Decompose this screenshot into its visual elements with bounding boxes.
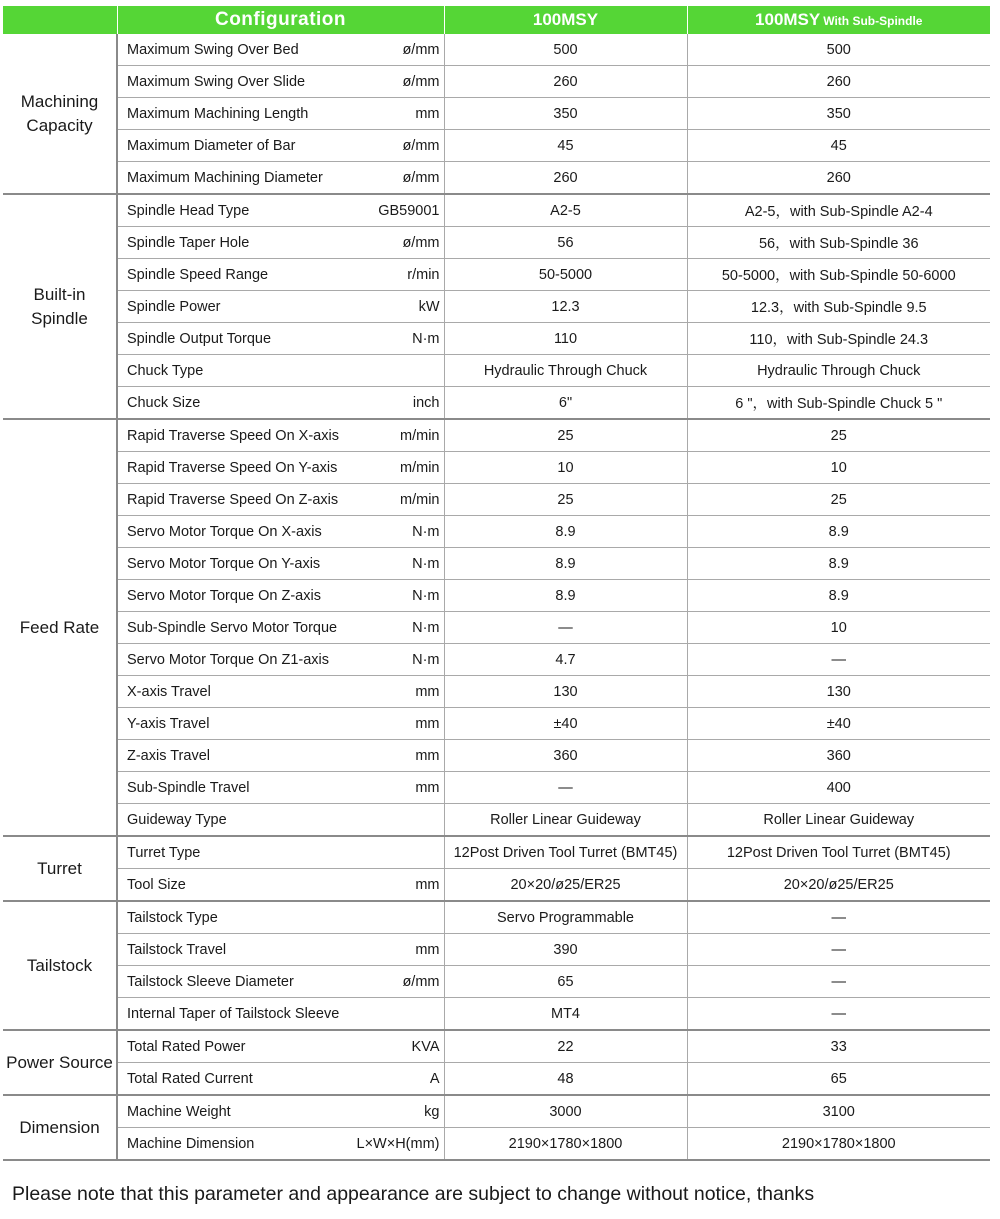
value-100msy-sub-spindle: A2-5，with Sub-Spindle A2-4 [687, 194, 990, 227]
parameter-cell [117, 548, 444, 580]
parameter-cell [117, 259, 444, 291]
parameter-unit: ø/mm [402, 973, 440, 990]
parameter-cell [117, 966, 444, 998]
spec-table [3, 6, 990, 1161]
parameter-name: Spindle Speed Range [127, 266, 269, 283]
table-row [3, 34, 990, 66]
value-100msy-sub-spindle: 260 [687, 162, 990, 195]
table-row [3, 484, 990, 516]
value-100msy-sub-spindle: 10 [687, 452, 990, 484]
value-100msy: 260 [444, 66, 687, 98]
model-2-label: 100MSY [755, 10, 821, 29]
parameter-name: Sub-Spindle Travel [127, 779, 250, 796]
value-100msy-sub-spindle: 350 [687, 98, 990, 130]
parameter-name: Tailstock Sleeve Diameter [127, 973, 294, 990]
header-row [3, 6, 990, 34]
value-100msy-sub-spindle: 6 "，with Sub-Spindle Chuck 5 " [687, 387, 990, 420]
parameter-unit: L×W×H(mm) [356, 1135, 440, 1152]
table-row [3, 130, 990, 162]
parameter-cell [117, 66, 444, 98]
table-row [3, 644, 990, 676]
value-100msy: Roller Linear Guideway [444, 804, 687, 837]
parameter-cell [117, 387, 444, 420]
parameter-unit: GB59001 [378, 202, 440, 219]
value-100msy: 260 [444, 162, 687, 195]
parameter-name: Rapid Traverse Speed On Z-axis [127, 491, 339, 508]
parameter-unit: inch [412, 394, 440, 411]
table-row [3, 1095, 990, 1128]
spec-body [3, 34, 990, 1160]
parameter-name: Servo Motor Torque On X-axis [127, 523, 322, 540]
parameter-cell [117, 644, 444, 676]
value-100msy: 130 [444, 676, 687, 708]
parameter-cell [117, 580, 444, 612]
parameter-unit: kW [418, 298, 440, 315]
parameter-cell [117, 836, 444, 869]
group-label: Built-in Spindle [3, 194, 117, 419]
value-100msy: 360 [444, 740, 687, 772]
table-row [3, 291, 990, 323]
value-100msy-sub-spindle: 3100 [687, 1095, 990, 1128]
parameter-cell [117, 676, 444, 708]
parameter-name: Maximum Machining Diameter [127, 169, 323, 186]
parameter-name: Servo Motor Torque On Z1-axis [127, 651, 330, 668]
parameter-unit: KVA [411, 1038, 440, 1055]
value-100msy: 50-5000 [444, 259, 687, 291]
parameter-cell [117, 98, 444, 130]
value-100msy: 6" [444, 387, 687, 420]
value-100msy: 350 [444, 98, 687, 130]
parameter-cell [117, 998, 444, 1031]
table-row [3, 323, 990, 355]
value-100msy-sub-spindle: 8.9 [687, 516, 990, 548]
value-100msy-sub-spindle: — [687, 998, 990, 1031]
value-100msy: 12.3 [444, 291, 687, 323]
value-100msy-sub-spindle: 360 [687, 740, 990, 772]
parameter-cell [117, 740, 444, 772]
parameter-name: Rapid Traverse Speed On Y-axis [127, 459, 338, 476]
table-row [3, 259, 990, 291]
value-100msy: 12Post Driven Tool Turret (BMT45) [444, 836, 687, 869]
value-100msy-sub-spindle: 260 [687, 66, 990, 98]
value-100msy-sub-spindle: — [687, 901, 990, 934]
value-100msy: 65 [444, 966, 687, 998]
table-row [3, 162, 990, 195]
parameter-name: X-axis Travel [127, 683, 211, 700]
parameter-name: Y-axis Travel [127, 715, 210, 732]
value-100msy: 500 [444, 34, 687, 66]
value-100msy: 25 [444, 419, 687, 452]
parameter-cell [117, 612, 444, 644]
value-100msy: 10 [444, 452, 687, 484]
table-row [3, 1063, 990, 1096]
value-100msy-sub-spindle: 25 [687, 419, 990, 452]
parameter-cell [117, 419, 444, 452]
value-100msy: 110 [444, 323, 687, 355]
value-100msy-sub-spindle: 400 [687, 772, 990, 804]
value-100msy: 8.9 [444, 516, 687, 548]
table-row [3, 836, 990, 869]
parameter-unit: m/min [400, 491, 440, 508]
parameter-cell [117, 323, 444, 355]
parameter-unit: mm [415, 941, 440, 958]
group-label: Power Source [3, 1030, 117, 1095]
parameter-unit: kg [424, 1103, 440, 1120]
parameter-cell [117, 804, 444, 837]
parameter-name: Sub-Spindle Servo Motor Torque [127, 619, 338, 636]
value-100msy: 8.9 [444, 580, 687, 612]
value-100msy-sub-spindle: 130 [687, 676, 990, 708]
parameter-name: Z-axis Travel [127, 747, 210, 764]
parameter-unit: N·m [412, 523, 440, 540]
value-100msy: — [444, 772, 687, 804]
header-configuration: Configuration [117, 6, 444, 34]
parameter-name: Machine Dimension [127, 1135, 255, 1152]
value-100msy-sub-spindle: 20×20/ø25/ER25 [687, 869, 990, 902]
parameter-name: Tailstock Type [127, 909, 218, 926]
value-100msy: 8.9 [444, 548, 687, 580]
parameter-name: Turret Type [127, 844, 201, 861]
parameter-unit: mm [415, 683, 440, 700]
table-row [3, 708, 990, 740]
value-100msy: 2190×1780×1800 [444, 1128, 687, 1161]
value-100msy-sub-spindle: 12Post Driven Tool Turret (BMT45) [687, 836, 990, 869]
parameter-name: Chuck Size [127, 394, 201, 411]
value-100msy: MT4 [444, 998, 687, 1031]
parameter-unit: mm [415, 747, 440, 764]
group-label: Machining Capacity [3, 34, 117, 194]
parameter-cell [117, 934, 444, 966]
table-row [3, 869, 990, 902]
parameter-unit: mm [415, 105, 440, 122]
parameter-name: Maximum Swing Over Slide [127, 73, 306, 90]
parameter-unit: ø/mm [402, 137, 440, 154]
parameter-cell [117, 452, 444, 484]
parameter-cell [117, 1128, 444, 1161]
value-100msy-sub-spindle: Hydraulic Through Chuck [687, 355, 990, 387]
table-row [3, 772, 990, 804]
header-model-1 [444, 6, 687, 34]
value-100msy-sub-spindle: — [687, 966, 990, 998]
parameter-unit: ø/mm [402, 169, 440, 186]
group-label: Turret [3, 836, 117, 901]
table-row [3, 387, 990, 420]
model-2-suffix: With Sub-Spindle [823, 14, 923, 28]
table-row [3, 452, 990, 484]
parameter-name: Machine Weight [127, 1103, 231, 1120]
parameter-unit: N·m [412, 555, 440, 572]
group-label: Feed Rate [3, 419, 117, 836]
parameter-unit: mm [415, 779, 440, 796]
parameter-cell [117, 291, 444, 323]
value-100msy: 390 [444, 934, 687, 966]
value-100msy: ±40 [444, 708, 687, 740]
table-row [3, 676, 990, 708]
parameter-name: Tool Size [127, 876, 186, 893]
footnote: Please note that this parameter and appearance are subject to change without notice, thanks [12, 1183, 815, 1205]
parameter-name: Guideway Type [127, 811, 227, 828]
parameter-unit: r/min [407, 266, 440, 283]
parameter-unit: mm [415, 876, 440, 893]
value-100msy-sub-spindle: 8.9 [687, 548, 990, 580]
parameter-cell [117, 227, 444, 259]
parameter-unit: mm [415, 715, 440, 732]
table-row [3, 901, 990, 934]
table-row [3, 66, 990, 98]
value-100msy: 48 [444, 1063, 687, 1096]
value-100msy-sub-spindle: 45 [687, 130, 990, 162]
parameter-cell [117, 772, 444, 804]
value-100msy-sub-spindle: 8.9 [687, 580, 990, 612]
model-1-label: 100MSY [532, 10, 599, 29]
table-row [3, 804, 990, 837]
value-100msy-sub-spindle: Roller Linear Guideway [687, 804, 990, 837]
header-blank-cell [3, 6, 117, 34]
value-100msy-sub-spindle: — [687, 934, 990, 966]
parameter-cell [117, 355, 444, 387]
parameter-cell [117, 130, 444, 162]
table-row [3, 1030, 990, 1063]
parameter-unit: ø/mm [402, 41, 440, 58]
parameter-unit: ø/mm [402, 73, 440, 90]
parameter-unit: A [429, 1070, 440, 1087]
parameter-unit: N·m [412, 587, 440, 604]
parameter-name: Spindle Head Type [127, 202, 250, 219]
parameter-name: Total Rated Current [127, 1070, 253, 1087]
parameter-cell [117, 869, 444, 902]
value-100msy: Hydraulic Through Chuck [444, 355, 687, 387]
parameter-cell [117, 162, 444, 195]
value-100msy: 4.7 [444, 644, 687, 676]
parameter-unit: N·m [412, 330, 440, 347]
value-100msy-sub-spindle: 65 [687, 1063, 990, 1096]
value-100msy: 45 [444, 130, 687, 162]
value-100msy: 56 [444, 227, 687, 259]
table-row [3, 227, 990, 259]
value-100msy-sub-spindle: 25 [687, 484, 990, 516]
group-label: Dimension [3, 1095, 117, 1160]
table-row [3, 740, 990, 772]
parameter-name: Tailstock Travel [127, 941, 227, 958]
table-row [3, 998, 990, 1031]
value-100msy: 22 [444, 1030, 687, 1063]
value-100msy-sub-spindle: 33 [687, 1030, 990, 1063]
parameter-unit: N·m [412, 651, 440, 668]
value-100msy: 25 [444, 484, 687, 516]
parameter-cell [117, 34, 444, 66]
parameter-name: Servo Motor Torque On Z-axis [127, 587, 321, 604]
value-100msy-sub-spindle: ±40 [687, 708, 990, 740]
table-row [3, 98, 990, 130]
parameter-unit: N·m [412, 619, 440, 636]
value-100msy: 3000 [444, 1095, 687, 1128]
parameter-name: Maximum Swing Over Bed [127, 41, 299, 58]
value-100msy-sub-spindle: 110，with Sub-Spindle 24.3 [687, 323, 990, 355]
parameter-cell [117, 1063, 444, 1096]
parameter-name: Internal Taper of Tailstock Sleeve [127, 1005, 340, 1022]
parameter-name: Maximum Machining Length [127, 105, 309, 122]
parameter-cell [117, 708, 444, 740]
value-100msy-sub-spindle: 10 [687, 612, 990, 644]
parameter-unit: ø/mm [402, 234, 440, 251]
header-model-2 [687, 6, 990, 34]
table-row [3, 516, 990, 548]
table-row [3, 419, 990, 452]
value-100msy: — [444, 612, 687, 644]
table-row [3, 934, 990, 966]
value-100msy-sub-spindle: 50-5000，with Sub-Spindle 50-6000 [687, 259, 990, 291]
table-row [3, 612, 990, 644]
parameter-unit: m/min [400, 427, 440, 444]
parameter-name: Maximum Diameter of Bar [127, 137, 296, 154]
parameter-cell [117, 901, 444, 934]
parameter-cell [117, 484, 444, 516]
parameter-cell [117, 1030, 444, 1063]
table-row [3, 548, 990, 580]
parameter-name: Chuck Type [127, 362, 204, 379]
value-100msy: 20×20/ø25/ER25 [444, 869, 687, 902]
group-label: Tailstock [3, 901, 117, 1030]
table-row [3, 1128, 990, 1161]
parameter-name: Servo Motor Torque On Y-axis [127, 555, 321, 572]
parameter-cell [117, 1095, 444, 1128]
parameter-cell [117, 194, 444, 227]
value-100msy: Servo Programmable [444, 901, 687, 934]
value-100msy-sub-spindle: 12.3，with Sub-Spindle 9.5 [687, 291, 990, 323]
table-row [3, 580, 990, 612]
value-100msy-sub-spindle: — [687, 644, 990, 676]
parameter-name: Rapid Traverse Speed On X-axis [127, 427, 339, 444]
value-100msy-sub-spindle: 500 [687, 34, 990, 66]
table-row [3, 966, 990, 998]
value-100msy-sub-spindle: 56，with Sub-Spindle 36 [687, 227, 990, 259]
parameter-name: Spindle Taper Hole [127, 234, 250, 251]
table-row [3, 355, 990, 387]
parameter-name: Total Rated Power [127, 1038, 246, 1055]
parameter-unit: m/min [400, 459, 440, 476]
parameter-name: Spindle Power [127, 298, 221, 315]
parameter-name: Spindle Output Torque [127, 330, 272, 347]
table-row [3, 194, 990, 227]
value-100msy-sub-spindle: 2190×1780×1800 [687, 1128, 990, 1161]
value-100msy: A2-5 [444, 194, 687, 227]
parameter-cell [117, 516, 444, 548]
